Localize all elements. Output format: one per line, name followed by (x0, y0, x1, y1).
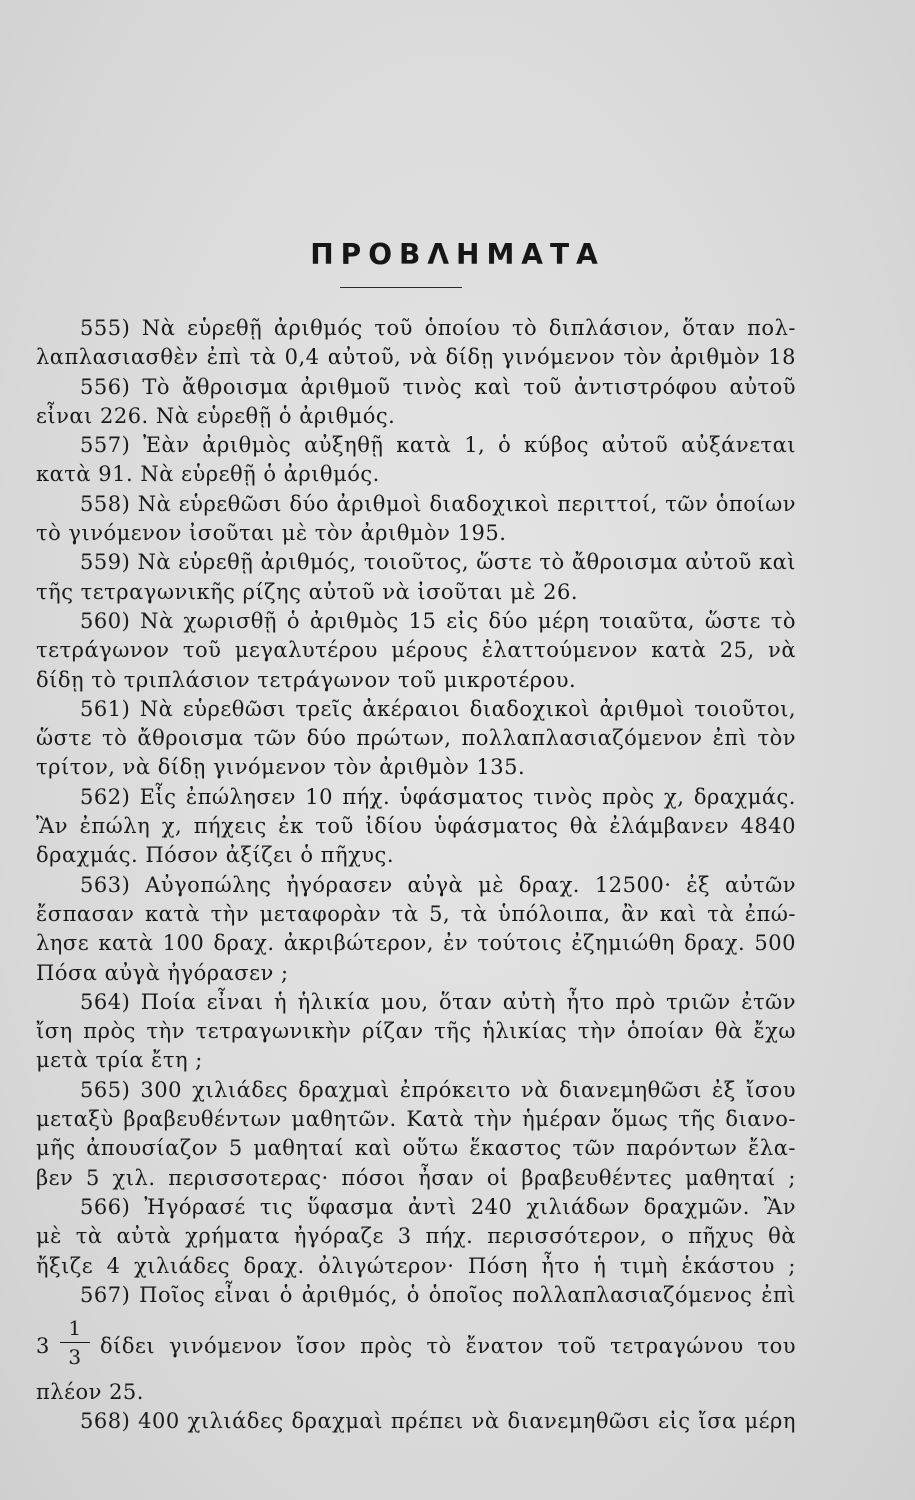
text-line: κατὰ 91. Νὰ εὑρεθῇ ὁ ἀριθμός. (36, 462, 380, 487)
text-line: δραχμάς. Πόσον ἀξίζει ὁ πῆχυς. (36, 843, 394, 868)
text-line: 563) Αὐγοπώλης ἠγόρασεν αὐγὰ μὲ δραχ. 12500· ἐξ αὐτῶν (80, 872, 796, 897)
text-line: 558) Νὰ εὑρεθῶσι δύο ἀριθμοὶ διαδοχικοὶ περιττοί, τῶν ὁποίων (80, 491, 796, 516)
text-line: λαπλασιασθὲν ἐπὶ τὰ 0,4 αὐτοῦ, νὰ δίδῃ γινόμενον τὸν ἀριθμὸν 18 (36, 345, 796, 370)
text-line: 562) Εἷς ἐπώλησεν 10 πήχ. ὑφάσματος τινὸς πρὸς χ, δραχμάς. (80, 784, 796, 809)
heading-underline (340, 287, 462, 288)
text-line: 564) Ποία εἶναι ἡ ἡλικία μου, ὅταν αὐτὴ ἦτο πρὸ τριῶν ἐτῶν (80, 989, 796, 1014)
text-line: 555) Νὰ εὑρεθῇ ἀριθμός τοῦ ὁποίου τὸ διπλάσιον, ὅταν πολ- (80, 316, 796, 340)
text-line: 561) Νὰ εὑρεθῶσι τρεῖς ἀκέραιοι διαδοχικοὶ ἀριθμοὶ τοιοῦτοι, (80, 696, 796, 721)
text-line: μὲ τὰ αὐτὰ χρήματα ἠγόραζε 3 πήχ. περισσότερον, ο πῆχυς θὰ (36, 1224, 796, 1249)
text-line: τετράγωνον τοῦ μεγαλυτέρου μέρους ἐλαττούμενον κατὰ 25, νὰ (36, 638, 796, 663)
text-line: δίδῃ τὸ τριπλάσιον τετράγωνον τοῦ μικροτέρου. (36, 667, 577, 692)
page-heading: ΠΡΟΒΛΗΜΑΤΑ (310, 238, 605, 271)
problem-lines (36, 314, 796, 1310)
text-line: τῆς τετραγωνικῆς ρίζης αὐτοῦ νὰ ἰσοῦται μὲ 26. (36, 579, 579, 604)
text-line: Πόσα αὐγὰ ἠγόρασεν ; (36, 960, 289, 985)
text-line: τὸ γινόμενον ἰσοῦται μὲ τὸν ἀριθμὸν 195. (36, 521, 507, 546)
problems-text (36, 314, 796, 1437)
text-line: μετὰ τρία ἔτη ; (36, 1048, 203, 1073)
text-line: 565) 300 χιλιάδες δραχμαὶ ἐπρόκειτο νὰ διανεμηθῶσι ἐξ ἴσου (80, 1077, 796, 1102)
text-line: ἔσπασαν κατὰ τὴν μεταφορὰν τὰ 5, τὰ ὑπόλοιπα, ἂν καὶ τὰ ἐπώ- (36, 901, 796, 926)
text-line: τρίτον, νὰ δίδῃ γινόμενον τὸν ἀριθμὸν 135. (36, 755, 526, 780)
text-line: λησε κατὰ 100 δραχ. ἀκριβώτερον, ἐν τούτοις ἐζημιώθη δραχ. 500 (36, 931, 796, 956)
text-line: 568) 400 χιλιάδες δραχμαὶ πρέπει νὰ διανεμηθῶσι εἰς ἴσα μέρη (80, 1409, 796, 1434)
text-line: 567) Ποῖος εἶναι ὁ ἀριθμός, ὁ ὁποῖος πολλαπλασιαζόμενος ἐπὶ (80, 1282, 796, 1307)
text-line: εἶναι 226. Νὰ εὑρεθῇ ὁ ἀριθμός. (36, 403, 396, 428)
text-line: ἴση πρὸς τὴν τετραγωνικὴν ρίζαν τῆς ἡλικίας τὴν ὁποίαν θὰ ἔχω (36, 1019, 796, 1044)
text-line: μῆς ἀπουσίαζον 5 μαθηταί καὶ οὕτω ἕκαστος τῶν παρόντων ἔλα- (36, 1136, 796, 1161)
text-line: 556) Τὸ ἄθροισμα ἀριθμοῦ τινὸς καὶ τοῦ ἀντιστρόφου αὐτοῦ (80, 374, 796, 399)
text-line: πλέον 25. (36, 1380, 144, 1405)
text-line: Ἂν ἐπώλη χ, πήχεις ἐκ τοῦ ἰδίου ὑφάσματος θὰ ἐλάμβανεν 4840 (36, 814, 796, 839)
problem-lines-tail (36, 1378, 796, 1437)
text-line: 559) Νὰ εὑρεθῇ ἀριθμός, τοιοῦτος, ὥστε τὸ ἄθροισμα αὐτοῦ καὶ (80, 550, 796, 575)
fraction-whole: 3 (36, 1334, 50, 1359)
fraction-numerator: 1 (68, 1316, 82, 1341)
fraction-bar (60, 1342, 90, 1343)
fraction (60, 1316, 90, 1369)
text-line: ὥστε τὸ ἄθροισμα τῶν δύο πρώτων, πολλαπλασιαζόμενον ἐπὶ τὸν (36, 726, 796, 751)
text-line: 566) Ἠγόρασέ τις ὕφασμα ἀντὶ 240 χιλιάδων δραχμῶν. Ἂν (80, 1194, 796, 1219)
fraction-denominator: 3 (68, 1345, 82, 1370)
text-line: 560) Νὰ χωρισθῇ ὁ ἀριθμὸς 15 εἰς δύο μέρη τοιαῦτα, ὥστε τὸ (80, 608, 796, 633)
fraction-line-text: δίδει γινόμενον ἴσον πρὸς τὸ ἔνατον τοῦ τετραγώνου του (100, 1334, 796, 1359)
text-line: 557) Ἐὰν ἀριθμὸς αὐξηθῇ κατὰ 1, ὁ κύβος αὐτοῦ αὐξάνεται (80, 433, 796, 458)
text-line: ἤξιζε 4 χιλιάδες δραχ. ὀλιγώτερον· Πόση ἦτο ἡ τιμὴ ἑκάστου ; (36, 1253, 796, 1278)
text-line: βεν 5 χιλ. περισσοτερας· πόσοι ἦσαν οἱ βραβευθέντες μαθηταί ; (36, 1165, 796, 1190)
text-line: μεταξὺ βραβευθέντων μαθητῶν. Κατὰ τὴν ἡμέραν ὅμως τῆς διανο- (36, 1107, 796, 1132)
fraction-line (36, 1316, 796, 1374)
